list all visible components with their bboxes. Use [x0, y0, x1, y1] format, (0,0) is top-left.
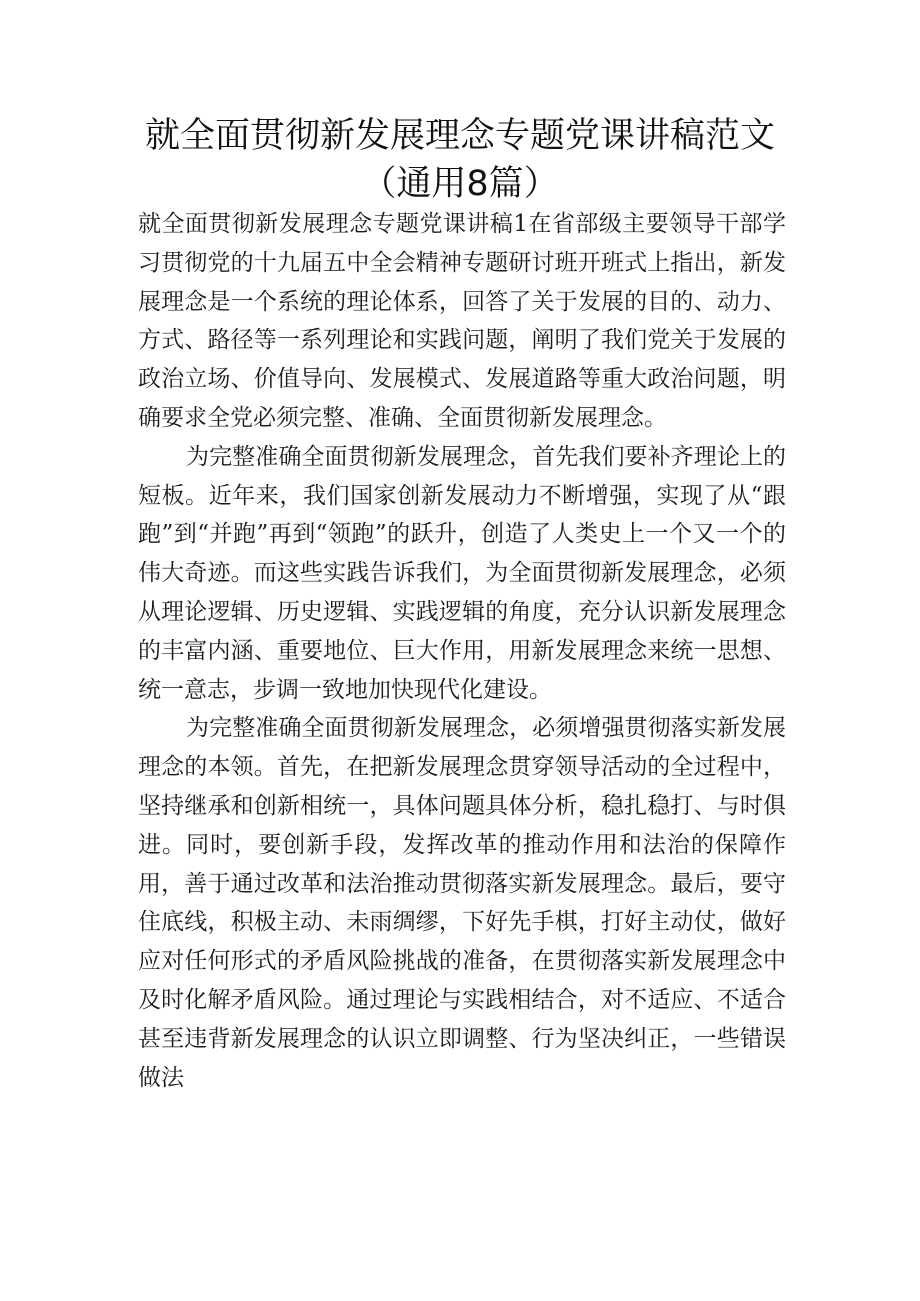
title-line-subtitle: （通用8篇）	[361, 164, 559, 204]
title-line-main: 就全面贯彻新发展理念专题党课讲稿范文	[144, 116, 775, 156]
paragraph-2: 为完整准确全面贯彻新发展理念，首先我们要补齐理论上的短板。近年来，我们国家创新发展动力不断增强，实现了从“跟跑”到“并跑”再到“领跑”的跃升，创造了人类史上一个又一个的伟大奇迹。而这些实践告诉我们，为全面贯彻新发展理念，必须从理论逻辑、历史逻辑、实践逻辑的角度，充分认识新发展理念的丰富内涵、重要地位、巨大作用，用新发展理念来统一思想、统一意志，步调一致地加快现代化建设。	[138, 443, 786, 703]
paragraph-3: 为完整准确全面贯彻新发展理念，必须增强贯彻落实新发展理念的本领。首先，在把新发展理念贯穿领导活动的全过程中，坚持继承和创新相统一，具体问题具体分析，稳扎稳打、与时俱进。同时，要创新手段，发挥改革的推动作用和法治的保障作用，善于通过改革和法治推动贯彻落实新发展理念。最后，要守住底线，积极主动、未雨绸缪，下好先手棋，打好主动仗，做好应对任何形式的矛盾风险挑战的准备，在贯彻落实新发展理念中及时化解矛盾风险。通过理论与实践相结合，对不适应、不适合甚至违背新发展理念的认识立即调整、行为坚决纠正，一些错误做法	[138, 715, 786, 1091]
document-body	[138, 205, 786, 1097]
paragraph-1: 就全面贯彻新发展理念专题党课讲稿1在省部级主要领导干部学习贯彻党的十九届五中全会精神专题研讨班开班式上指出，新发展理念是一个系统的理论体系，回答了关于发展的目的、动力、方式、路径等一系列理论和实践问题，阐明了我们党关于发展的政治立场、价值导向、发展模式、发展道路等重大政治问题，明确要求全党必须完整、准确、全面贯彻新发展理念。	[138, 211, 786, 431]
document-title	[0, 112, 920, 208]
